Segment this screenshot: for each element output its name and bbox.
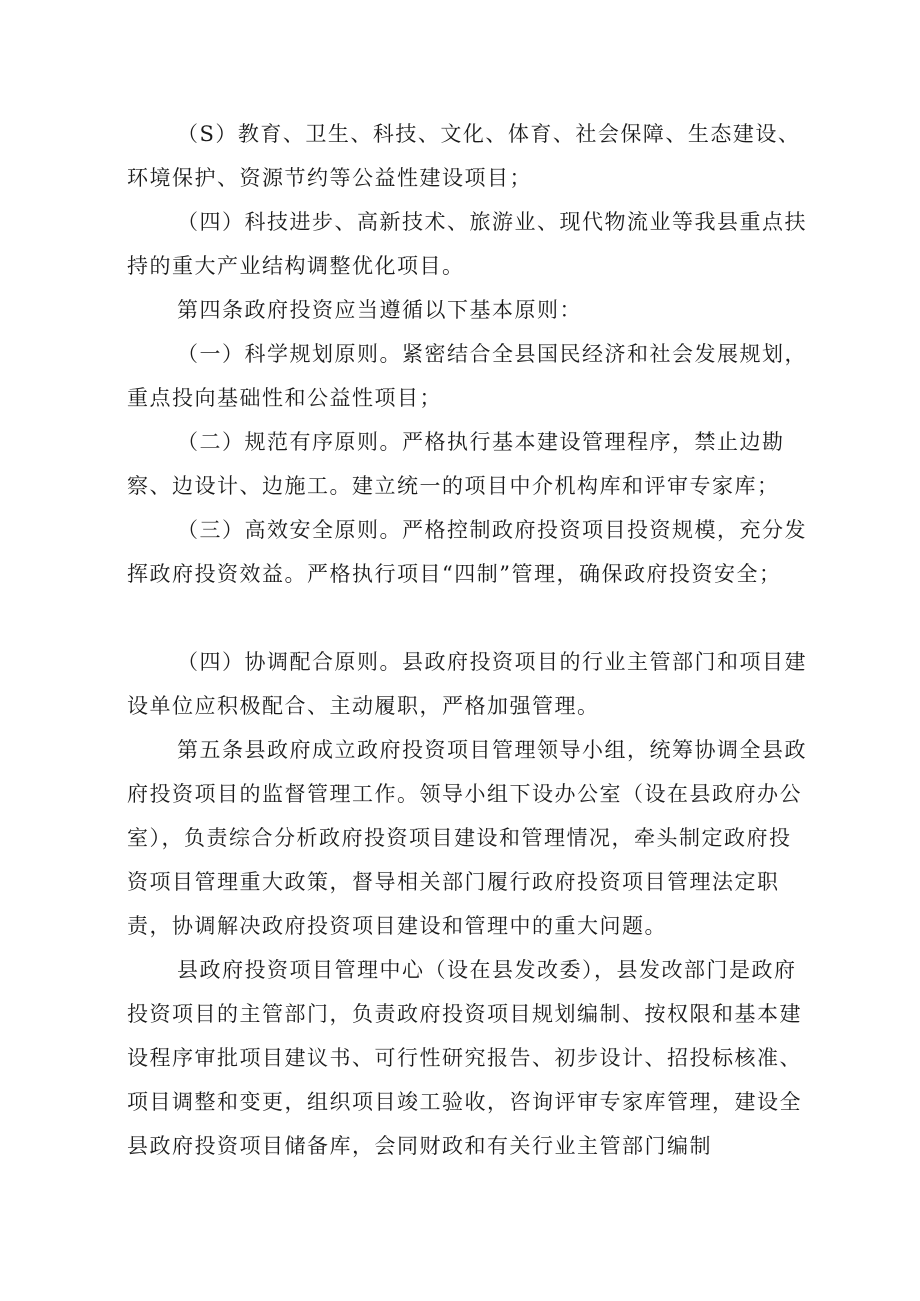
paragraph-category-3: （S）教育、卫生、科技、文化、体育、社会保障、生态建设、环境保护、资源节约等公益性建设项目； — [127, 122, 801, 190]
paragraph-article-4: 第四条政府投资应当遵循以下基本原则： — [177, 298, 582, 322]
paragraph-article-5: 第五条县政府成立政府投资项目管理领导小组，统筹协调全县政府投资项目的监督管理工作。领导小组下设办公室（设在县政府办公室），负责综合分析政府投资项目建设和管理情况，牵头制定政府投资项目管理重大政策，督导相关部门履行政府投资项目管理法定职责，协调解决政府投资项目建设和管理中的重大问题。 — [127, 738, 807, 938]
paragraph-principle-1: （一）科学规划原则。紧密结合全县国民经济和社会发展规划，重点投向基础性和公益性项目； — [127, 342, 807, 410]
paragraph-principle-3: （三）高效安全原则。严格控制政府投资项目投资规模，充分发挥政府投资效益。严格执行项目“四制”管理，确保政府投资安全； — [127, 518, 807, 586]
paragraph-principle-4: （四）协调配合原则。县政府投资项目的行业主管部门和项目建设单位应积极配合、主动履职，严格加强管理。 — [127, 650, 807, 718]
paragraph-management-center: 县政府投资项目管理中心（设在县发改委），县发改部门是政府投资项目的主管部门，负责政府投资项目规划编制、按权限和基本建设程序审批项目建议书、可行性研究报告、初步设计、招投标核准、项目调整和变更，组织项目竣工验收，咨询评审专家库管理，建设全县政府投资项目储备库，会同财政和有关行业主管部门编制 — [127, 958, 802, 1158]
paragraph-category-4: （四）科技进步、高新技术、旅游业、现代物流业等我县重点扶持的重大产业结构调整优化项目。 — [127, 210, 807, 278]
paragraph-principle-2: （二）规范有序原则。严格执行基本建设管理程序，禁止边勘察、边设计、边施工。建立统一的项目中介机构库和评审专家库； — [127, 430, 785, 498]
